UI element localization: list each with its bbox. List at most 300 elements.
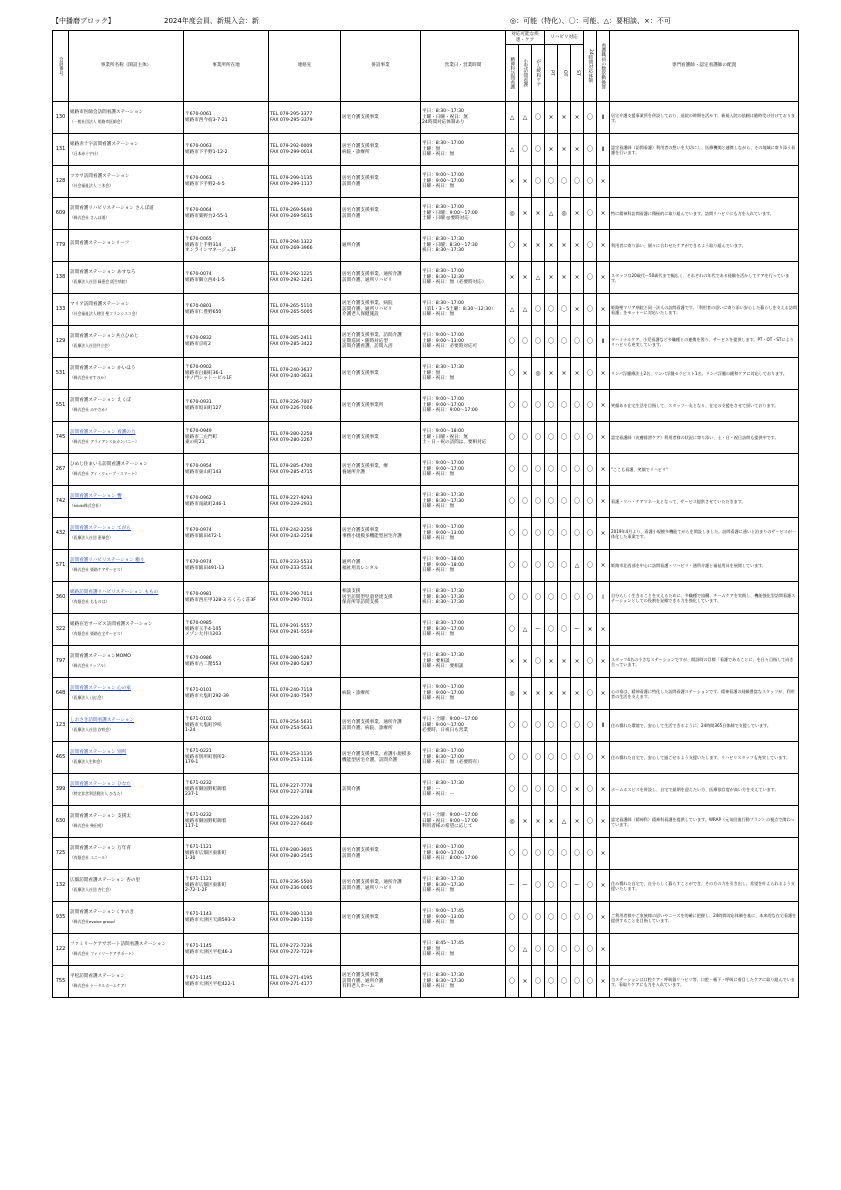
fax-number: FAX 079-295-3379 — [270, 117, 313, 123]
member-number: 648 — [53, 678, 69, 710]
col-contact: 連絡先 — [269, 31, 341, 102]
availability-mark: 〇 — [545, 550, 558, 582]
address-line: 姫路市仁豊野650 — [185, 309, 222, 315]
combined-service: 居宅介護支援事業 — [342, 175, 379, 181]
availability-mark: 〇 — [584, 806, 597, 838]
table-row — [53, 294, 799, 326]
availability-mark: 〇 — [558, 454, 571, 486]
hours-cell — [421, 742, 506, 774]
availability-mark: × — [545, 646, 558, 678]
hours-line: 平日：8:45～17:45 — [422, 941, 464, 947]
tel-number: TEL 079-227-9293 — [270, 495, 313, 501]
facility-name[interactable]: しおさき訪問看護ステーション — [70, 718, 135, 724]
availability-mark: 〇 — [558, 390, 571, 422]
facility-name[interactable]: 訪問看護ステーション 響 — [70, 494, 122, 500]
combined-service: 訪問介護、通所リハビリ — [342, 306, 393, 312]
tel-number: TEL 079-280-5287 — [270, 655, 313, 661]
member-number: 128 — [53, 166, 69, 198]
address-line: 姫路市下手野2-4-5 — [185, 181, 225, 187]
contact-cell — [269, 166, 341, 198]
zip-code: 〒670-0801 — [185, 303, 212, 309]
hours-line: 日曜・祝日：無 — [422, 152, 455, 158]
operator-name: （株式会社evolve group） — [70, 919, 118, 924]
address-cell — [184, 518, 269, 550]
col-st: ST — [571, 45, 584, 102]
address-line: 117-1 — [185, 824, 199, 830]
hours-line: 平日・土曜：9:00～17:00 — [422, 813, 478, 819]
hours-cell — [421, 710, 506, 742]
hours-line: 土曜：8:30～17:30 — [422, 498, 464, 504]
fax-number: FAX 079-269-5615 — [270, 213, 313, 219]
availability-mark: 〇 — [506, 838, 519, 870]
member-number: 138 — [53, 262, 69, 294]
availability-mark: 〇 — [584, 710, 597, 742]
hours-line: 土曜：要相談 — [422, 658, 450, 664]
availability-mark: 〇 — [519, 774, 532, 806]
availability-mark: 〇 — [571, 582, 584, 614]
availability-mark: × — [597, 230, 610, 262]
combined-cell — [341, 806, 421, 838]
contact-cell — [269, 678, 341, 710]
availability-mark: 〇 — [506, 422, 519, 454]
hours-cell — [421, 454, 506, 486]
facility-cell — [69, 102, 184, 134]
hours-cell — [421, 806, 506, 838]
table-row — [53, 550, 799, 582]
operator-name: （株式会社 柴田苑） — [70, 823, 106, 828]
address-cell — [184, 390, 269, 422]
specialist-note: 2019年4月より、看護小規模多機能てがらを開設しました。訪問看護に通いと泊まりのサービスが一体化した事業です。 — [610, 518, 799, 550]
hours-line: 平日：9:00～17:00 — [422, 461, 464, 467]
fax-number: FAX 079-272-7229 — [270, 949, 313, 955]
specialist-note: 認定看護師（訪問看護）利用者の想いを大切にし、医療機関と連携しながら、その地域に寄り添う看護を行います。 — [610, 134, 799, 166]
operator-name: （株式会社 みやさか） — [70, 407, 110, 412]
combined-service: 居宅介護支援事業 — [342, 207, 379, 213]
member-number: 531 — [53, 358, 69, 390]
operator-name: （医療法人社団 緑恵会 阪生病院） — [70, 279, 130, 284]
address-line: 179-1 — [185, 760, 199, 766]
tel-number: TEL 079-285-2411 — [270, 335, 313, 341]
operator-name: （日本赤十字社） — [70, 151, 101, 156]
hours-line: 平日：9:00～17:45 — [422, 909, 464, 915]
facility-cell — [69, 230, 184, 262]
availability-mark: 〇 — [519, 902, 532, 934]
fax-number: FAX 079-229-2931 — [270, 501, 313, 507]
zip-code: 〒671-0102 — [185, 717, 212, 723]
availability-mark: 〇 — [558, 518, 571, 550]
availability-mark: × — [597, 166, 610, 198]
specialist-note: 住み慣れた自宅で、自分らしく暮らすことができ、その方の力を引き出し、希望を叶えられるよう支援いたします。 — [610, 870, 799, 902]
specialist-note — [610, 838, 799, 870]
contact-cell — [269, 582, 341, 614]
combined-service: 訪問介護 — [342, 181, 361, 187]
availability-mark: △ — [519, 934, 532, 966]
availability-mark: 〇 — [532, 774, 545, 806]
availability-mark: × — [571, 678, 584, 710]
availability-mark: × — [532, 806, 545, 838]
tel-number: TEL 079-294-1322 — [270, 239, 313, 245]
tel-number: TEL 079-291-5557 — [270, 623, 313, 629]
table-row — [53, 870, 799, 902]
address-cell — [184, 806, 269, 838]
address-line: 1-30 — [185, 856, 196, 862]
hours-line: 日曜・祝日：無 — [422, 312, 455, 318]
facility-name[interactable]: 姫路訪問看護リハビリステーション ももの — [70, 590, 159, 596]
contact-cell — [269, 518, 341, 550]
availability-mark: 〇 — [532, 550, 545, 582]
availability-mark: Ⅱ — [597, 102, 610, 134]
availability-mark: △ — [519, 294, 532, 326]
hours-line: 土曜：ー — [422, 786, 441, 792]
availability-mark: 〇 — [545, 934, 558, 966]
availability-mark: 〇 — [584, 742, 597, 774]
availability-mark: × — [597, 774, 610, 806]
contact-cell — [269, 774, 341, 806]
availability-mark: 〇 — [571, 454, 584, 486]
tel-number: TEL 079-280-3605 — [270, 847, 313, 853]
availability-mark: △ — [571, 550, 584, 582]
availability-mark: 〇 — [532, 134, 545, 166]
operator-name: （有限会社 ユニール） — [70, 855, 110, 860]
availability-mark: 〇 — [545, 710, 558, 742]
tel-number: TEL 079-295-3377 — [270, 111, 313, 117]
availability-mark: 〇 — [506, 550, 519, 582]
availability-mark: 〇 — [571, 390, 584, 422]
combined-cell — [341, 166, 421, 198]
hours-line: 平日：9:00～17:00 — [422, 333, 464, 339]
table-row — [53, 230, 799, 262]
combined-cell — [341, 870, 421, 902]
availability-mark: 〇 — [506, 902, 519, 934]
table-row — [53, 838, 799, 870]
availability-mark: × — [558, 230, 571, 262]
member-number: 130 — [53, 102, 69, 134]
availability-mark: 〇 — [532, 646, 545, 678]
availability-mark: 〇 — [545, 838, 558, 870]
availability-mark: × — [597, 870, 610, 902]
combined-service: 居宅介護支援事業 — [342, 143, 379, 149]
availability-mark: × — [519, 230, 532, 262]
hours-line: 土曜：無 — [422, 370, 441, 376]
col-pt: PT — [545, 45, 558, 102]
availability-mark: × — [545, 262, 558, 294]
operator-name: （株式会社 ファミリーケアサポート） — [70, 951, 136, 956]
availability-mark: 〇 — [571, 166, 584, 198]
facility-name[interactable]: 訪問看護ステーション 別所 — [70, 750, 127, 756]
combined-service: 有料老人ホーム — [342, 984, 375, 990]
fax-number: FAX 079-253-1136 — [270, 757, 313, 763]
address-cell — [184, 582, 269, 614]
availability-mark: 〇 — [506, 614, 519, 646]
hours-line: 土曜：9:00～17:00 — [422, 402, 464, 408]
specialist-note: ホームホスピスを併設し、自宅で最期を迎えたい方、医療依存度が高い方を支えています。 — [610, 774, 799, 806]
fax-number: FAX 079-299-0014 — [270, 149, 313, 155]
tel-number: TEL 079-272-7236 — [270, 943, 313, 949]
tel-number: TEL 079-236-5500 — [270, 879, 313, 885]
hours-line: 平日：8:30～17:30 — [422, 493, 464, 499]
col-ot: OT — [558, 45, 571, 102]
contact-cell — [269, 102, 341, 134]
facility-name[interactable]: 訪問看護ステーション 心の家 — [70, 686, 131, 692]
operator-name: （医療法人社団 杏仁会） — [70, 887, 113, 892]
hours-line: 土曜：無 — [422, 946, 441, 952]
combined-cell — [341, 710, 421, 742]
hours-cell — [421, 326, 506, 358]
availability-mark: 〇 — [545, 486, 558, 518]
hours-line: 日曜・祝日：8:00～17:00 — [422, 856, 478, 862]
availability-mark: 〇 — [571, 710, 584, 742]
fax-number: FAX 079-269-3966 — [270, 245, 313, 251]
availability-mark: 〇 — [584, 582, 597, 614]
hours-line: 平日：8:30～17:30 — [422, 237, 464, 243]
contact-cell — [269, 262, 341, 294]
availability-mark: × — [558, 646, 571, 678]
hours-line: 平日：8:30～17:00 — [422, 621, 464, 627]
tel-number: TEL 079-229-2167 — [270, 815, 313, 821]
hours-line: 平日：8:30～17:00 — [422, 301, 464, 307]
hours-cell — [421, 486, 506, 518]
year-note: 2024年度会員、新規入会：新 — [164, 17, 259, 25]
combined-cell — [341, 198, 421, 230]
table-row — [53, 742, 799, 774]
availability-mark: × — [519, 358, 532, 390]
availability-mark: 〇 — [558, 582, 571, 614]
availability-mark: 〇 — [584, 678, 597, 710]
availability-mark: ー — [532, 614, 545, 646]
facility-cell — [69, 902, 184, 934]
operator-name: （特定非営利活動法人 ひなた） — [70, 791, 125, 796]
hours-line: 平日：9:00～17:00 — [422, 525, 464, 531]
availability-mark: 〇 — [519, 710, 532, 742]
availability-mark: 〇 — [519, 454, 532, 486]
hours-cell — [421, 262, 506, 294]
address-line: 姫路市西庄甲328-3 ろくろく荘3F — [185, 597, 256, 603]
facility-cell — [69, 134, 184, 166]
member-number: 129 — [53, 326, 69, 358]
availability-mark: 〇 — [545, 582, 558, 614]
facility-cell — [69, 422, 184, 454]
availability-mark: 〇 — [506, 710, 519, 742]
facility-cell — [69, 166, 184, 198]
address-cell — [184, 774, 269, 806]
availability-mark: ◎ — [558, 198, 571, 230]
combined-cell — [341, 390, 421, 422]
hours-line: 日曜・祝日：無（必要時有） — [422, 760, 482, 766]
fax-number: FAX 079-285-3422 — [270, 341, 313, 347]
availability-mark: × — [571, 774, 584, 806]
hours-line: 日曜・祝日：無（必要時対応） — [422, 280, 487, 286]
facility-cell — [69, 198, 184, 230]
availability-mark: ー — [571, 870, 584, 902]
table-row — [53, 774, 799, 806]
table-row — [53, 934, 799, 966]
facility-cell — [69, 614, 184, 646]
combined-cell — [341, 134, 421, 166]
hours-cell — [421, 934, 506, 966]
availability-mark: 〇 — [532, 454, 545, 486]
fax-number: FAX 079-290-7013 — [270, 597, 313, 603]
hours-cell — [421, 774, 506, 806]
facility-name[interactable]: 訪問看護ステーション 看護の力 — [70, 430, 136, 436]
zip-code: 〒670-0065 — [185, 237, 212, 243]
col-staff: 看護職員の数常勤換算 — [597, 31, 610, 102]
contact-cell — [269, 550, 341, 582]
hours-line: 土曜：9:00～18:00 — [422, 562, 464, 568]
availability-mark: × — [519, 966, 532, 998]
address-cell — [184, 422, 269, 454]
availability-mark: 〇 — [506, 774, 519, 806]
facility-name: 訪問看護ステーションリーフ — [70, 241, 130, 247]
availability-mark: × — [571, 102, 584, 134]
availability-mark: △ — [519, 614, 532, 646]
combined-service: 居宅介護支援事業 — [342, 527, 379, 533]
fax-number: FAX 079-299-1137 — [270, 181, 313, 187]
address-line: メゾン大井川203 — [185, 632, 222, 638]
operator-name: （有限会社 もものは） — [70, 599, 110, 604]
availability-mark: ◎ — [506, 678, 519, 710]
hours-line: 平日：9:00～18:00 — [422, 429, 464, 435]
hours-line: 平日：9:00～17:00 — [422, 397, 464, 403]
operator-name: （hibiki株式会社） — [70, 503, 103, 508]
facility-name: 広畑訪問看護ステーション 杏の里 — [70, 878, 141, 884]
address-line: 1-24 — [185, 728, 196, 734]
facility-name: 訪問看護ステーション あすなろ — [70, 270, 136, 276]
combined-service: 居宅訪問型児童発達支援 — [342, 594, 393, 600]
member-number: 465 — [53, 742, 69, 774]
facility-name[interactable]: 訪問看護ステーション てがら — [70, 526, 131, 532]
availability-mark: 〇 — [584, 326, 597, 358]
specialist-note: 特に精神科訪問看護に積極的に取り組んでいます。訪問リハビリにも力を入れています。 — [610, 198, 799, 230]
hours-line: 日曜：9:00～17:00 — [422, 722, 464, 728]
combined-service: 訪問介護、通所介護 — [342, 978, 384, 984]
hours-line: 日曜・祝日：無 — [422, 184, 455, 190]
availability-mark: 〇 — [519, 742, 532, 774]
hours-line: 土曜・日曜 ◎要時対応 — [422, 216, 469, 222]
facility-name[interactable]: 訪問看護リハビリステーション 癒々 — [70, 558, 145, 564]
availability-mark: 〇 — [558, 294, 571, 326]
tel-number: TEL 079-271-4195 — [270, 975, 313, 981]
availability-mark: ◎ — [532, 358, 545, 390]
hours-cell — [421, 646, 506, 678]
contact-cell — [269, 134, 341, 166]
hours-cell — [421, 966, 506, 998]
combined-service: 居宅介護支援事業 — [342, 847, 379, 853]
availability-mark: 〇 — [545, 390, 558, 422]
facility-cell — [69, 582, 184, 614]
facility-name[interactable]: 訪問看護ステーション ひなた — [70, 782, 131, 788]
combined-service: 病院・診療所 — [342, 149, 370, 155]
availability-mark: × — [597, 486, 610, 518]
specialist-note: 笑顔ある在宅生活を目指して、スタッフ一丸となり、在宅の支援をさせて頂いております。 — [610, 390, 799, 422]
combined-cell — [341, 262, 421, 294]
availability-mark: × — [597, 678, 610, 710]
address-line: 姫路市白銀町36-1 — [185, 370, 223, 376]
availability-mark: 〇 — [558, 486, 571, 518]
hours-line: 土曜：8:30～12:30 — [422, 274, 464, 280]
availability-mark: Ⅱ — [597, 134, 610, 166]
combined-cell — [341, 358, 421, 390]
availability-mark: 〇 — [532, 102, 545, 134]
zip-code: 〒670-0974 — [185, 559, 212, 565]
member-number: 432 — [53, 518, 69, 550]
availability-mark: × — [506, 646, 519, 678]
table-row — [53, 966, 799, 998]
availability-mark: 〇 — [584, 230, 597, 262]
hours-line: 土曜：8:30～17:30 — [422, 594, 464, 600]
zip-code: 〒671-0221 — [185, 749, 212, 755]
fax-number: FAX 079-240-3633 — [270, 373, 313, 379]
member-number: 122 — [53, 934, 69, 966]
combined-service: 居宅介護支援事業 — [342, 914, 379, 920]
availability-mark: 〇 — [519, 326, 532, 358]
address-line: 姫路市楽野台2-55-1 — [185, 213, 228, 219]
availability-mark: × — [545, 230, 558, 262]
facility-cell — [69, 486, 184, 518]
operator-name: （株式会社 アライアンス＆カンパニー） — [70, 439, 139, 444]
address-cell — [184, 710, 269, 742]
address-line: 姫路市飯田491-13 — [185, 565, 225, 571]
tel-number: TEL 079-290-7014 — [270, 591, 313, 597]
facility-name: 平松訪問看護ステーション — [70, 974, 125, 980]
availability-mark: 〇 — [584, 390, 597, 422]
hours-line: 日曜・祝日：無 — [422, 920, 455, 926]
hours-line: 平日：8:30～17:00 — [422, 269, 464, 275]
hours-cell — [421, 134, 506, 166]
zip-code: 〒670-0974 — [185, 527, 212, 533]
facility-name: 訪問看護ステーション えくぼ — [70, 398, 131, 404]
combined-service: 居宅介護支援事業所 — [342, 402, 384, 408]
operator-name: （社会福祉法人財団 聖フランシスコ会） — [70, 311, 140, 316]
hours-line: 平日：8:30～17:30 — [422, 973, 464, 979]
availability-mark: ◎ — [506, 806, 519, 838]
contact-cell — [269, 390, 341, 422]
availability-mark: 〇 — [558, 742, 571, 774]
table-row — [53, 582, 799, 614]
zip-code: 〒671-1121 — [185, 877, 212, 883]
table-row — [53, 102, 799, 134]
hours-cell — [421, 518, 506, 550]
availability-mark: 〇 — [584, 902, 597, 934]
table-row — [53, 518, 799, 550]
operator-name: （医療法人社団 汐咲会） — [70, 727, 113, 732]
member-number: 123 — [53, 710, 69, 742]
table-row — [53, 134, 799, 166]
availability-mark: 〇 — [571, 934, 584, 966]
operator-name: （医療法人社団 恵瑞会） — [70, 535, 113, 540]
availability-mark: 〇 — [558, 326, 571, 358]
table-row — [53, 486, 799, 518]
zip-code: 〒671-1121 — [185, 845, 212, 851]
fax-number: FAX 079-265-5005 — [270, 309, 313, 315]
facility-cell — [69, 262, 184, 294]
hours-cell — [421, 198, 506, 230]
address-cell — [184, 902, 269, 934]
facility-cell — [69, 646, 184, 678]
contact-cell — [269, 966, 341, 998]
availability-mark: × — [571, 806, 584, 838]
address-line: 姫路市京町2 — [185, 341, 211, 347]
availability-mark: × — [532, 198, 545, 230]
availability-mark: × — [558, 262, 571, 294]
address-line: 姫路市古二階553 — [185, 661, 222, 667]
address-cell — [184, 486, 269, 518]
fax-number: FAX 079-226-7006 — [270, 405, 313, 411]
fax-number: FAX 079-240-7597 — [270, 693, 313, 699]
hours-line: （第1・3・5土曜：8:30～12:30） — [422, 306, 496, 312]
availability-mark: 〇 — [532, 390, 545, 422]
hours-cell — [421, 838, 506, 870]
availability-mark: × — [597, 902, 610, 934]
